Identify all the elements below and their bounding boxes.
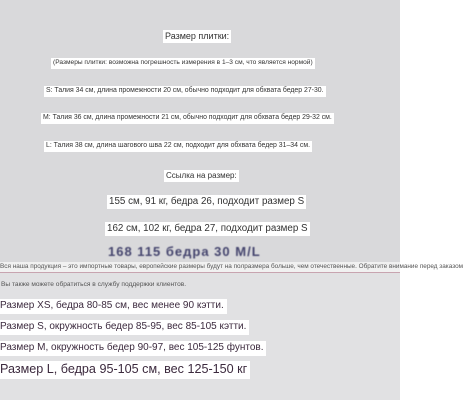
size-s-spec: S: Талия 34 см, длина промежности 20 см, обычно подходит для обхвата бедер 27-30. <box>44 86 326 97</box>
reference-2: 162 см, 102 кг, бедра 27, подходит размер S <box>107 223 308 234</box>
size-xs-row: Размер XS, бедра 80-85 см, вес менее 90 кэтти. <box>0 299 227 314</box>
size-l-row: Размер L, бедра 95-105 см, вес 125-150 кг <box>0 361 250 379</box>
import-notice-banner <box>0 262 463 273</box>
reference-3-cropped: 168 115 бедра 30 M/L <box>108 244 261 259</box>
size-m-spec: M: Талия 36 см, длина промежности 21 см, обычно подходит для обхвата бедер 29-32 см. <box>41 113 334 124</box>
size-guide-panel <box>0 273 400 400</box>
customer-service-note: Вы также можете обратиться в службу поддержки клиентов. <box>1 281 187 288</box>
size-m-row: Размер M, окружность бедер 90-97, вес 105-125 фунтов. <box>0 341 266 356</box>
reference-title: Ссылка на размер: <box>166 171 237 180</box>
reference-1: 155 см, 91 кг, бедра 26, подходит размер S <box>109 196 305 207</box>
chart-title: Размер плитки: <box>165 31 230 41</box>
size-l-spec: L: Талия 38 см, длина шагового шва 22 см, подходит для обхвата бедер 31–34 см. <box>44 141 312 152</box>
measurement-note: (Размеры плитки: возможна погрешность измерения в 1–3 см, что является нормой) <box>51 58 315 69</box>
size-s-row: Размер S, окружность бедер 85-95, вес 85-105 кэтти. <box>0 320 249 335</box>
import-notice-text: Вся наша продукция – это импортные товары, европейские размеры будут на полразмера больше, чем отечественные. Обратите внимание перед заказом <box>0 263 463 270</box>
